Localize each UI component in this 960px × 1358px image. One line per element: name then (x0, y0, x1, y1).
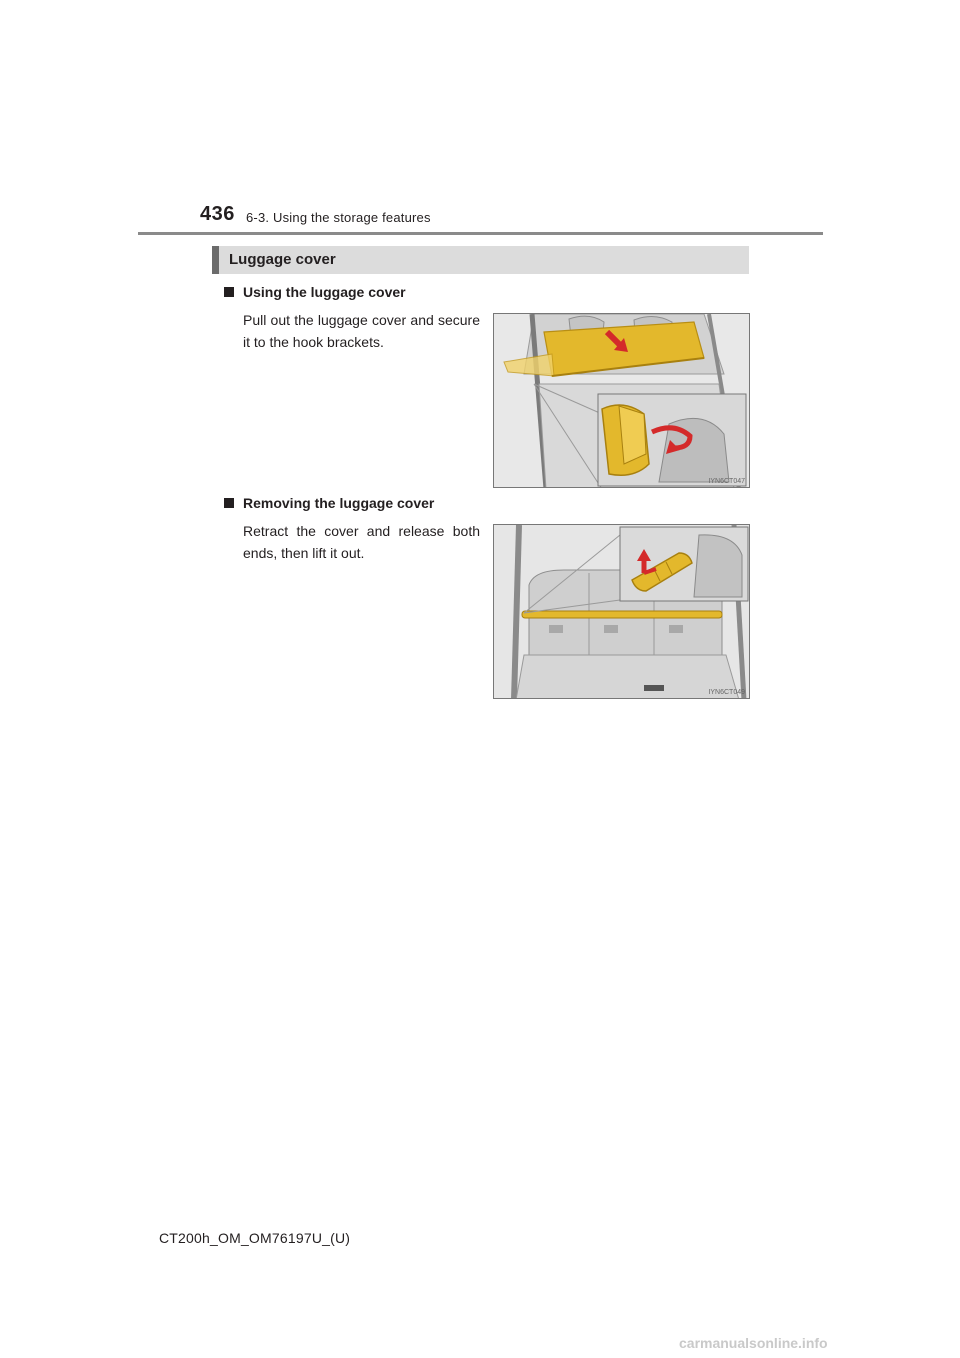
subheading-removing-cover (224, 495, 434, 511)
section-title: Luggage cover (229, 251, 336, 268)
instruction-text: Pull out the luggage cover and secure it to the hook brackets. (243, 312, 480, 350)
figure-code: IYN6CT047 (708, 478, 745, 485)
instruction-text: Retract the cover and release both ends, then lift it out. (243, 523, 480, 561)
figure-pull-out-cover (493, 313, 750, 488)
square-bullet-icon (224, 498, 234, 508)
page-number: 436 (200, 203, 235, 225)
square-bullet-icon (224, 287, 234, 297)
cargo-area-illustration (494, 525, 750, 699)
cargo-cover-illustration (494, 314, 750, 488)
section-title-bar (212, 246, 749, 274)
footer-model-code: CT200h_OM_OM76197U_(U) (159, 1230, 351, 1246)
subheading-using-cover (224, 284, 406, 300)
header-rule (138, 232, 823, 235)
subheading-text: Using the luggage cover (243, 284, 406, 300)
section-header: 6-3. Using the storage features (246, 210, 431, 225)
figure-code: IYN6CT049 (708, 689, 745, 696)
subheading-text: Removing the luggage cover (243, 495, 435, 511)
figure-remove-cover (493, 524, 750, 699)
watermark: carmanualsonline.info (679, 1335, 828, 1351)
